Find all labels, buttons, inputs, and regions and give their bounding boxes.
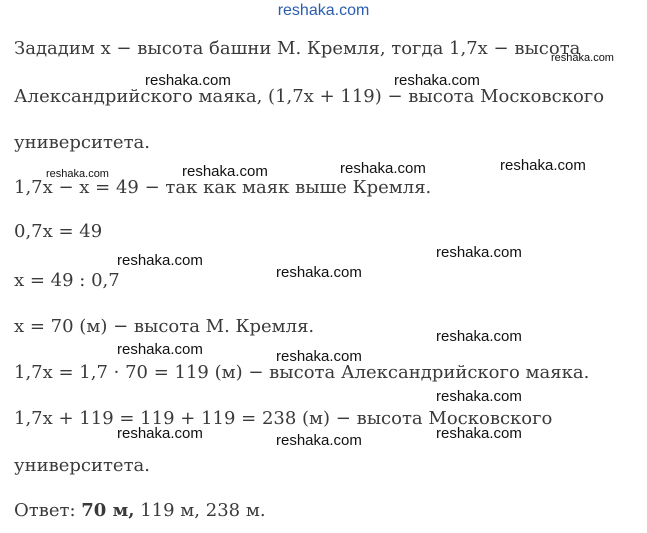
solution-line-5: 0,7x = 49 <box>14 221 103 242</box>
watermark: reshaka.com <box>145 72 231 89</box>
watermark: reshaka.com <box>436 328 522 345</box>
watermark: reshaka.com <box>182 163 268 180</box>
watermark: reshaka.com <box>276 432 362 449</box>
answer-line <box>14 500 266 522</box>
solution-line-8: 1,7x = 1,7 · 70 = 119 (м) − высота Александрийского маяка. <box>14 362 590 383</box>
watermark: reshaka.com <box>117 252 203 269</box>
watermark: reshaka.com <box>340 160 426 177</box>
solution-line-1: Зададим x − высота башни М. Кремля, тогда 1,7x − высота <box>14 38 581 59</box>
solution-line-9: 1,7x + 119 = 119 + 119 = 238 (м) − высота Московского <box>14 408 553 429</box>
answer-value-rest: 119 м, 238 м. <box>140 500 266 521</box>
watermark: reshaka.com <box>436 425 522 442</box>
watermark: reshaka.com <box>46 168 109 180</box>
watermark: reshaka.com <box>276 264 362 281</box>
watermark: reshaka.com <box>276 348 362 365</box>
answer-value-first: 70 м, <box>81 500 135 521</box>
solution-line-6: x = 49 : 0,7 <box>14 270 120 291</box>
solution-line-7: x = 70 (м) − высота М. Кремля. <box>14 316 315 337</box>
solution-line-3: университета. <box>14 132 150 153</box>
solution-line-4: 1,7x − x = 49 − так как маяк выше Кремля. <box>14 177 432 198</box>
watermark: reshaka.com <box>436 388 522 405</box>
watermark: reshaka.com <box>436 244 522 261</box>
watermark: reshaka.com <box>117 425 203 442</box>
site-link[interactable]: reshaka.com <box>277 2 370 19</box>
watermark: reshaka.com <box>551 52 614 64</box>
answer-label: Ответ: <box>14 500 76 521</box>
solution-line-10: университета. <box>14 455 150 476</box>
solution-line-2: Александрийского маяка, (1,7x + 119) − высота Московского <box>14 86 605 107</box>
watermark: reshaka.com <box>500 157 586 174</box>
watermark: reshaka.com <box>117 341 203 358</box>
watermark: reshaka.com <box>394 72 480 89</box>
